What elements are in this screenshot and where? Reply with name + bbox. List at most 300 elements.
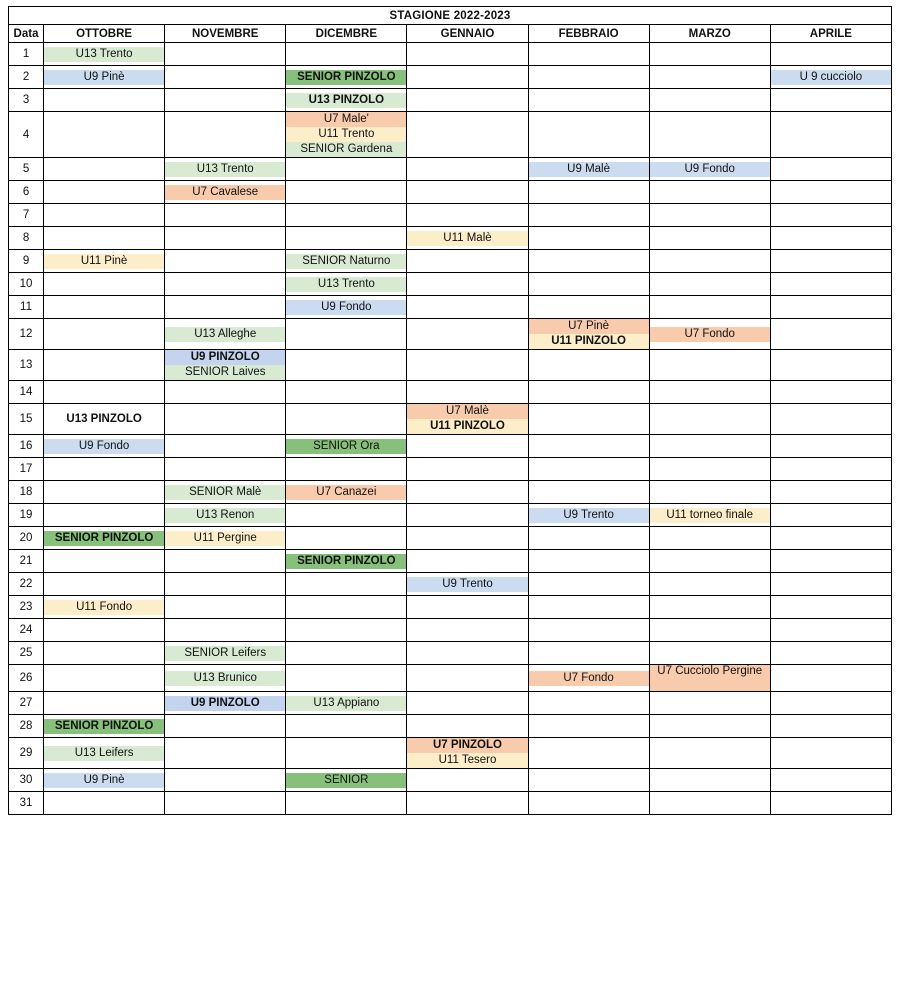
calendar-cell[interactable] xyxy=(165,738,286,769)
calendar-cell[interactable] xyxy=(770,66,891,89)
calendar-cell[interactable] xyxy=(407,504,528,527)
calendar-cell[interactable] xyxy=(286,404,407,435)
calendar-cell[interactable] xyxy=(286,66,407,89)
calendar-cell[interactable] xyxy=(286,181,407,204)
calendar-cell[interactable] xyxy=(407,435,528,458)
calendar-cell[interactable] xyxy=(528,692,649,715)
calendar-cell[interactable] xyxy=(286,642,407,665)
calendar-event[interactable]: U9 Malè xyxy=(529,162,649,177)
calendar-cell[interactable] xyxy=(407,550,528,573)
calendar-cell[interactable] xyxy=(407,642,528,665)
calendar-event[interactable]: U9 Fondo xyxy=(650,162,770,177)
calendar-cell[interactable] xyxy=(649,273,770,296)
calendar-cell[interactable] xyxy=(649,43,770,66)
day-number: 12 xyxy=(9,319,44,350)
calendar-cell[interactable] xyxy=(528,458,649,481)
calendar-cell[interactable] xyxy=(528,319,649,350)
calendar-event[interactable]: U11 PINZOLO xyxy=(407,419,527,434)
calendar-cell[interactable] xyxy=(407,296,528,319)
day-number: 4 xyxy=(9,112,44,158)
calendar-cell[interactable] xyxy=(407,458,528,481)
calendar-cell[interactable] xyxy=(649,619,770,642)
calendar-cell[interactable] xyxy=(770,296,891,319)
calendar-cell[interactable] xyxy=(649,404,770,435)
calendar-event[interactable]: SENIOR PINZOLO xyxy=(44,719,164,734)
calendar-cell[interactable] xyxy=(528,296,649,319)
calendar-cell[interactable] xyxy=(286,692,407,715)
calendar-cell[interactable] xyxy=(528,43,649,66)
calendar-cell[interactable] xyxy=(44,435,165,458)
calendar-cell[interactable] xyxy=(770,550,891,573)
calendar-cell[interactable] xyxy=(528,435,649,458)
calendar-cell[interactable] xyxy=(528,66,649,89)
calendar-cell[interactable] xyxy=(165,435,286,458)
day-number: 28 xyxy=(9,715,44,738)
calendar-cell[interactable] xyxy=(165,158,286,181)
calendar-row xyxy=(9,458,892,481)
calendar-row xyxy=(9,319,892,350)
calendar-cell[interactable] xyxy=(649,296,770,319)
calendar-cell[interactable] xyxy=(44,227,165,250)
day-number: 9 xyxy=(9,250,44,273)
calendar-event[interactable]: SENIOR PINZOLO xyxy=(286,554,406,569)
calendar-cell[interactable] xyxy=(649,181,770,204)
calendar-cell[interactable] xyxy=(770,89,891,112)
calendar-cell[interactable] xyxy=(44,181,165,204)
calendar-cell[interactable] xyxy=(528,596,649,619)
calendar-cell[interactable] xyxy=(165,692,286,715)
calendar-event[interactable]: U7 Malè xyxy=(407,404,527,419)
calendar-cell[interactable] xyxy=(286,112,407,158)
calendar-cell[interactable] xyxy=(528,619,649,642)
calendar-cell[interactable] xyxy=(286,204,407,227)
calendar-event[interactable]: SENIOR Malè xyxy=(165,485,285,500)
calendar-cell[interactable] xyxy=(286,458,407,481)
calendar-cell[interactable] xyxy=(770,404,891,435)
calendar-cell[interactable] xyxy=(286,792,407,815)
calendar-cell[interactable] xyxy=(407,738,528,769)
calendar-cell[interactable] xyxy=(528,715,649,738)
calendar-cell[interactable] xyxy=(528,89,649,112)
calendar-row xyxy=(9,619,892,642)
calendar-cell[interactable] xyxy=(44,112,165,158)
calendar-cell[interactable] xyxy=(649,350,770,381)
calendar-cell[interactable] xyxy=(286,596,407,619)
calendar-cell[interactable] xyxy=(770,527,891,550)
calendar-event[interactable]: U9 Pinè xyxy=(44,773,164,788)
calendar-event[interactable]: U13 Brunico xyxy=(165,671,285,686)
calendar-cell[interactable] xyxy=(165,273,286,296)
calendar-cell[interactable] xyxy=(44,527,165,550)
calendar-event[interactable]: U9 Fondo xyxy=(286,300,406,315)
calendar-cell[interactable] xyxy=(770,619,891,642)
calendar-cell[interactable] xyxy=(407,43,528,66)
calendar-event[interactable]: U13 Trento xyxy=(44,47,164,62)
calendar-cell[interactable] xyxy=(770,715,891,738)
calendar-cell[interactable] xyxy=(165,550,286,573)
calendar-event[interactable]: U11 Pinè xyxy=(44,254,164,269)
calendar-cell[interactable] xyxy=(407,381,528,404)
event-stack xyxy=(165,350,285,380)
calendar-event[interactable]: U11 Trento xyxy=(286,127,406,142)
calendar-cell[interactable] xyxy=(44,43,165,66)
calendar-cell[interactable] xyxy=(407,66,528,89)
calendar-event[interactable]: U13 Appiano xyxy=(286,696,406,711)
calendar-row xyxy=(9,273,892,296)
calendar-cell[interactable] xyxy=(649,158,770,181)
calendar-event[interactable]: U 9 cucciolo xyxy=(771,70,891,85)
calendar-cell[interactable] xyxy=(528,665,649,692)
calendar-event[interactable]: U13 Alleghe xyxy=(165,327,285,342)
calendar-cell[interactable] xyxy=(770,435,891,458)
calendar-cell[interactable] xyxy=(165,296,286,319)
calendar-cell[interactable] xyxy=(649,596,770,619)
calendar-event[interactable]: U7 Canazei xyxy=(286,485,406,500)
calendar-event[interactable]: U9 PINZOLO xyxy=(165,696,285,711)
calendar-cell[interactable] xyxy=(286,89,407,112)
calendar-event[interactable]: U7 Pinè xyxy=(529,319,649,334)
calendar-event[interactable]: U9 Trento xyxy=(529,508,649,523)
event-stack xyxy=(165,327,285,342)
calendar-cell[interactable] xyxy=(770,596,891,619)
calendar-event[interactable]: U9 Fondo xyxy=(44,439,164,454)
calendar-cell[interactable] xyxy=(528,792,649,815)
calendar-cell[interactable] xyxy=(770,738,891,769)
calendar-cell[interactable] xyxy=(286,227,407,250)
calendar-cell[interactable] xyxy=(286,296,407,319)
calendar-cell[interactable] xyxy=(286,319,407,350)
event-stack xyxy=(44,254,164,269)
calendar-cell[interactable] xyxy=(649,458,770,481)
calendar-cell[interactable] xyxy=(165,404,286,435)
calendar-cell[interactable] xyxy=(407,715,528,738)
calendar-cell[interactable] xyxy=(528,550,649,573)
calendar-cell[interactable] xyxy=(649,112,770,158)
calendar-cell[interactable] xyxy=(528,204,649,227)
calendar-cell[interactable] xyxy=(649,573,770,596)
calendar-event[interactable]: U7 PINZOLO xyxy=(407,738,527,753)
event-stack xyxy=(44,746,164,761)
calendar-cell[interactable] xyxy=(165,350,286,381)
calendar-cell[interactable] xyxy=(44,769,165,792)
calendar-cell[interactable] xyxy=(528,158,649,181)
calendar-cell[interactable] xyxy=(286,573,407,596)
calendar-cell[interactable] xyxy=(770,381,891,404)
calendar-cell[interactable] xyxy=(44,404,165,435)
day-number: 8 xyxy=(9,227,44,250)
season-calendar-table xyxy=(8,6,892,815)
calendar-cell[interactable] xyxy=(407,527,528,550)
calendar-row xyxy=(9,89,892,112)
calendar-event[interactable]: SENIOR Naturno xyxy=(286,254,406,269)
calendar-cell[interactable] xyxy=(649,692,770,715)
calendar-event[interactable]: SENIOR Gardena xyxy=(286,142,406,157)
calendar-cell[interactable] xyxy=(286,350,407,381)
calendar-cell[interactable] xyxy=(770,43,891,66)
calendar-cell[interactable] xyxy=(649,792,770,815)
calendar-event[interactable]: U13 Leifers xyxy=(44,746,164,761)
event-stack xyxy=(286,112,406,157)
calendar-row xyxy=(9,596,892,619)
calendar-cell[interactable] xyxy=(528,738,649,769)
calendar-cell[interactable] xyxy=(649,435,770,458)
event-stack xyxy=(165,671,285,686)
calendar-cell[interactable] xyxy=(165,181,286,204)
calendar-cell[interactable] xyxy=(165,619,286,642)
calendar-cell[interactable] xyxy=(165,715,286,738)
calendar-cell[interactable] xyxy=(407,692,528,715)
calendar-cell[interactable] xyxy=(407,573,528,596)
event-stack xyxy=(286,300,406,315)
calendar-event[interactable]: U9 Pinè xyxy=(44,70,164,85)
calendar-cell[interactable] xyxy=(286,481,407,504)
calendar-event[interactable]: U11 Malè xyxy=(407,231,527,246)
calendar-cell[interactable] xyxy=(528,642,649,665)
calendar-cell[interactable] xyxy=(770,204,891,227)
calendar-cell[interactable] xyxy=(770,250,891,273)
calendar-cell[interactable] xyxy=(44,792,165,815)
calendar-event[interactable]: U13 Trento xyxy=(286,277,406,292)
calendar-cell[interactable] xyxy=(44,296,165,319)
calendar-cell[interactable] xyxy=(528,504,649,527)
calendar-cell[interactable] xyxy=(286,504,407,527)
calendar-cell[interactable] xyxy=(165,204,286,227)
calendar-event[interactable]: U11 Pergine xyxy=(165,531,285,546)
calendar-row xyxy=(9,296,892,319)
calendar-event[interactable]: SENIOR Laives xyxy=(165,365,285,380)
calendar-cell[interactable] xyxy=(165,250,286,273)
calendar-cell[interactable] xyxy=(165,665,286,692)
calendar-cell[interactable] xyxy=(649,550,770,573)
calendar-event[interactable]: U7 Male' xyxy=(286,112,406,127)
calendar-event[interactable]: U7 Cavalese xyxy=(165,185,285,200)
calendar-cell[interactable] xyxy=(528,404,649,435)
calendar-cell[interactable] xyxy=(165,527,286,550)
calendar-row xyxy=(9,181,892,204)
calendar-event[interactable]: U13 Renon xyxy=(165,508,285,523)
calendar-cell[interactable] xyxy=(770,158,891,181)
calendar-cell[interactable] xyxy=(165,112,286,158)
calendar-cell[interactable] xyxy=(286,550,407,573)
calendar-event[interactable]: U9 PINZOLO xyxy=(165,350,285,365)
calendar-cell[interactable] xyxy=(407,404,528,435)
event-stack xyxy=(529,319,649,349)
calendar-cell[interactable] xyxy=(165,792,286,815)
day-number: 30 xyxy=(9,769,44,792)
calendar-cell[interactable] xyxy=(528,573,649,596)
calendar-cell[interactable] xyxy=(649,481,770,504)
calendar-cell[interactable] xyxy=(44,665,165,692)
calendar-cell[interactable] xyxy=(649,66,770,89)
calendar-cell[interactable] xyxy=(770,692,891,715)
calendar-cell[interactable] xyxy=(44,66,165,89)
calendar-cell[interactable] xyxy=(407,619,528,642)
calendar-event[interactable]: SENIOR Ora xyxy=(286,439,406,454)
calendar-cell[interactable] xyxy=(165,381,286,404)
calendar-cell[interactable] xyxy=(44,273,165,296)
calendar-cell[interactable] xyxy=(165,43,286,66)
calendar-cell[interactable] xyxy=(770,350,891,381)
calendar-cell[interactable] xyxy=(649,642,770,665)
calendar-cell[interactable] xyxy=(770,792,891,815)
calendar-cell[interactable] xyxy=(407,250,528,273)
calendar-cell[interactable] xyxy=(770,665,891,692)
calendar-event[interactable]: U7 Cucciolo Pergine xyxy=(650,665,770,691)
calendar-cell[interactable] xyxy=(528,527,649,550)
calendar-cell[interactable] xyxy=(770,227,891,250)
calendar-cell[interactable] xyxy=(770,481,891,504)
calendar-cell[interactable] xyxy=(286,273,407,296)
calendar-cell[interactable] xyxy=(649,319,770,350)
calendar-cell[interactable] xyxy=(407,769,528,792)
calendar-cell[interactable] xyxy=(44,642,165,665)
calendar-cell[interactable] xyxy=(407,158,528,181)
calendar-cell[interactable] xyxy=(407,792,528,815)
calendar-event[interactable]: U7 Fondo xyxy=(650,327,770,342)
calendar-cell[interactable] xyxy=(44,692,165,715)
calendar-cell[interactable] xyxy=(44,596,165,619)
calendar-cell[interactable] xyxy=(286,619,407,642)
calendar-cell[interactable] xyxy=(649,738,770,769)
calendar-cell[interactable] xyxy=(44,504,165,527)
calendar-cell[interactable] xyxy=(44,350,165,381)
calendar-cell[interactable] xyxy=(165,504,286,527)
calendar-cell[interactable] xyxy=(165,66,286,89)
calendar-cell[interactable] xyxy=(165,89,286,112)
event-stack xyxy=(165,696,285,711)
calendar-cell[interactable] xyxy=(44,204,165,227)
calendar-cell[interactable] xyxy=(770,642,891,665)
calendar-cell[interactable] xyxy=(286,250,407,273)
calendar-cell[interactable] xyxy=(165,481,286,504)
calendar-cell[interactable] xyxy=(770,112,891,158)
calendar-cell[interactable] xyxy=(528,769,649,792)
calendar-event[interactable]: SENIOR PINZOLO xyxy=(286,70,406,85)
calendar-cell[interactable] xyxy=(407,350,528,381)
calendar-cell[interactable] xyxy=(286,158,407,181)
calendar-cell[interactable] xyxy=(528,227,649,250)
calendar-row xyxy=(9,350,892,381)
calendar-cell[interactable] xyxy=(44,319,165,350)
calendar-event[interactable]: U7 Fondo xyxy=(529,671,649,686)
calendar-cell[interactable] xyxy=(407,89,528,112)
calendar-cell[interactable] xyxy=(649,250,770,273)
event-stack xyxy=(44,47,164,62)
calendar-cell[interactable] xyxy=(528,481,649,504)
event-stack xyxy=(165,646,285,661)
calendar-cell[interactable] xyxy=(770,573,891,596)
calendar-cell[interactable] xyxy=(286,769,407,792)
calendar-cell[interactable] xyxy=(770,769,891,792)
calendar-cell[interactable] xyxy=(286,738,407,769)
calendar-cell[interactable] xyxy=(165,769,286,792)
calendar-cell[interactable] xyxy=(286,43,407,66)
event-stack xyxy=(44,600,164,615)
calendar-cell[interactable] xyxy=(407,319,528,350)
calendar-cell[interactable] xyxy=(528,350,649,381)
calendar-cell[interactable] xyxy=(44,619,165,642)
calendar-cell[interactable] xyxy=(649,204,770,227)
calendar-cell[interactable] xyxy=(165,596,286,619)
calendar-cell[interactable] xyxy=(770,504,891,527)
calendar-event[interactable]: U13 PINZOLO xyxy=(286,93,406,108)
calendar-cell[interactable] xyxy=(286,715,407,738)
calendar-cell[interactable] xyxy=(528,381,649,404)
calendar-title-row xyxy=(9,7,892,25)
calendar-cell[interactable] xyxy=(165,458,286,481)
calendar-cell[interactable] xyxy=(770,273,891,296)
calendar-row xyxy=(9,738,892,769)
calendar-event[interactable]: SENIOR xyxy=(286,773,406,788)
calendar-event[interactable]: U11 PINZOLO xyxy=(529,334,649,349)
calendar-cell[interactable] xyxy=(407,481,528,504)
calendar-cell[interactable] xyxy=(649,227,770,250)
calendar-cell[interactable] xyxy=(649,89,770,112)
calendar-event[interactable]: U9 Trento xyxy=(407,577,527,592)
calendar-event[interactable]: U11 Fondo xyxy=(44,600,164,615)
calendar-cell[interactable] xyxy=(44,573,165,596)
calendar-cell[interactable] xyxy=(165,227,286,250)
calendar-row xyxy=(9,43,892,66)
calendar-cell[interactable] xyxy=(165,319,286,350)
calendar-event[interactable]: U11 torneo finale xyxy=(650,508,770,523)
calendar-cell[interactable] xyxy=(649,504,770,527)
calendar-cell[interactable] xyxy=(44,158,165,181)
event-stack xyxy=(44,773,164,788)
calendar-event[interactable]: SENIOR PINZOLO xyxy=(44,531,164,546)
calendar-event[interactable]: U11 Tesero xyxy=(407,753,527,768)
calendar-cell[interactable] xyxy=(770,319,891,350)
calendar-cell[interactable] xyxy=(528,181,649,204)
calendar-cell[interactable] xyxy=(44,481,165,504)
calendar-cell[interactable] xyxy=(407,227,528,250)
calendar-cell[interactable] xyxy=(528,112,649,158)
calendar-event[interactable]: U13 Trento xyxy=(165,162,285,177)
calendar-cell[interactable] xyxy=(44,550,165,573)
calendar-cell[interactable] xyxy=(44,250,165,273)
calendar-cell[interactable] xyxy=(286,435,407,458)
calendar-event[interactable]: SENIOR Leifers xyxy=(165,646,285,661)
calendar-cell[interactable] xyxy=(407,665,528,692)
calendar-cell[interactable] xyxy=(286,527,407,550)
calendar-cell[interactable] xyxy=(528,250,649,273)
calendar-cell[interactable] xyxy=(528,273,649,296)
calendar-cell[interactable] xyxy=(407,273,528,296)
calendar-cell[interactable] xyxy=(286,381,407,404)
calendar-cell[interactable] xyxy=(44,715,165,738)
day-number: 17 xyxy=(9,458,44,481)
calendar-cell[interactable] xyxy=(165,573,286,596)
calendar-event[interactable]: U13 PINZOLO xyxy=(66,412,142,425)
calendar-cell[interactable] xyxy=(44,738,165,769)
calendar-cell[interactable] xyxy=(649,665,770,692)
calendar-cell[interactable] xyxy=(407,596,528,619)
calendar-cell[interactable] xyxy=(165,642,286,665)
calendar-cell[interactable] xyxy=(44,381,165,404)
calendar-cell[interactable] xyxy=(770,181,891,204)
calendar-cell[interactable] xyxy=(649,769,770,792)
calendar-cell[interactable] xyxy=(44,458,165,481)
calendar-cell[interactable] xyxy=(407,181,528,204)
calendar-cell[interactable] xyxy=(44,89,165,112)
calendar-cell[interactable] xyxy=(286,665,407,692)
calendar-cell[interactable] xyxy=(649,381,770,404)
calendar-cell[interactable] xyxy=(770,458,891,481)
calendar-cell[interactable] xyxy=(649,715,770,738)
calendar-cell[interactable] xyxy=(649,527,770,550)
calendar-cell[interactable] xyxy=(407,204,528,227)
calendar-cell[interactable] xyxy=(407,112,528,158)
